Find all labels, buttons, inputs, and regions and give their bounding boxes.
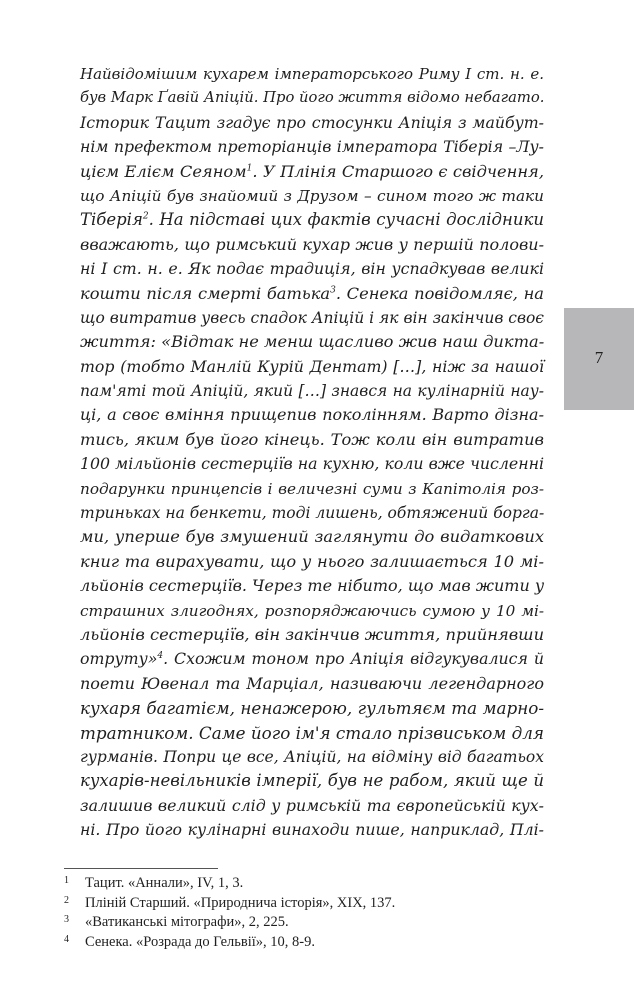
text-segment: ні I ст. н. е. Як подає традиція, він успадкував великі [80, 259, 544, 279]
footnote-number: 2 [64, 894, 69, 906]
text-segment: що витратив увесь спадок Апіцій і як він закінчив своє [80, 308, 544, 327]
footnote [64, 933, 544, 953]
text-segment: льйонів сестерціїв, він закінчив життя, прийнявши [80, 624, 545, 644]
footnote-text: «Ватиканські мітографи», 2, 225. [85, 914, 289, 930]
text-segment: поети Ювенал та Марціал, називаючи легендарного [80, 673, 544, 693]
footnote-ref: 4 [157, 651, 164, 662]
text-line [80, 184, 544, 208]
text-line [80, 623, 544, 647]
text-line [80, 257, 544, 281]
text-segment: страшних злигоднях, розпоряджаючись сумою у 10 мі- [80, 601, 544, 620]
text-line [80, 599, 544, 623]
text-line [80, 62, 544, 86]
text-segment: книг та вирахувати, що у нього залишається 10 мі- [80, 551, 544, 571]
text-line [80, 111, 544, 135]
text-line [80, 477, 544, 501]
text-line [80, 550, 544, 574]
footnote-divider [64, 868, 218, 869]
footnote-ref: 1 [246, 163, 253, 174]
text-segment: . Сенека повідомляє, на [335, 283, 544, 303]
text-segment: гурманів. Попри це все, Апіцій, на відміну від багатьох [80, 747, 544, 766]
text-line [80, 282, 544, 306]
text-segment: був Марк Ґавій Апіцій. Про його життя відомо небагато. [80, 89, 545, 107]
text-segment: . Схожим тоном про Апіція відгукувалися й [163, 649, 544, 669]
page-number: 7 [594, 348, 604, 367]
text-segment: ми, уперше був змушений заглянути до видаткових [80, 527, 544, 547]
text-line [80, 160, 544, 184]
text-segment: кухарів-невільників імперії, був не рабом, який ще й [80, 771, 544, 791]
footnote-ref: 3 [330, 285, 336, 296]
text-segment: подарунки принцепсів і величезні суми з Капітолія роз- [80, 479, 544, 498]
text-segment: триньках на бенкети, тоді лишень, обтяжений борга- [80, 504, 545, 523]
text-line [80, 452, 544, 476]
text-line [80, 135, 544, 159]
text-line [80, 403, 544, 427]
main-text [80, 62, 544, 843]
text-line [80, 696, 544, 720]
footnote [64, 874, 544, 894]
text-line [80, 574, 544, 598]
footnote [64, 894, 544, 914]
text-line [80, 818, 544, 842]
text-line [80, 306, 544, 330]
text-segment: залишив великий слід у римській та європейській кух- [80, 795, 544, 815]
text-line [80, 428, 544, 452]
text-line [80, 501, 544, 525]
text-line [80, 721, 544, 745]
text-segment: тор (тобто Манлій Курій Дентат) […], ніж за нашої [80, 356, 544, 376]
text-segment: льйонів сестерціїв. Через те нібито, що мав жити у [80, 576, 545, 596]
text-segment: тратником. Саме його ім'я стало прізвиськом для [80, 722, 544, 743]
text-segment: цієм Елієм Сеяном [80, 161, 247, 181]
text-segment: ні. Про його кулінарні винаходи пише, наприклад, Плі- [80, 820, 544, 840]
footnote-number: 1 [64, 875, 69, 886]
text-segment: кошти після смерті батька [80, 283, 331, 303]
text-segment: життя: «Відтак не менш щасливо жив наш дикта- [80, 332, 545, 352]
text-segment: отруту» [80, 649, 158, 669]
footnote-text: Пліній Старший. «Природнича історія», XIX, 137. [85, 894, 396, 911]
text-line [80, 769, 544, 793]
text-line [80, 794, 544, 818]
page-number-tab [564, 308, 634, 410]
text-line [80, 379, 544, 403]
footnote [64, 913, 544, 933]
text-line [80, 86, 544, 110]
text-segment: . У Плінія Старшого є свідчення, [252, 161, 544, 181]
footnote-text: Тацит. «Аннали», IV, 1, 3. [85, 875, 244, 891]
footnotes [64, 874, 544, 952]
text-line [80, 355, 544, 379]
text-segment: що Апіцій був знайомий з Друзом – сином того ж таки [80, 186, 544, 205]
footnote-ref: 2 [142, 211, 149, 222]
text-line [80, 672, 544, 696]
text-segment: Найвідомішим кухарем імператорського Риму I ст. н. е. [80, 65, 544, 83]
text-segment: 100 мільйонів сестерціїв на кухню, коли вже численні [80, 454, 544, 474]
text-segment: кухаря багатієм, ненажерою, гультяєм та марно- [80, 698, 544, 719]
footnote-number: 3 [64, 914, 69, 925]
text-line [80, 525, 544, 549]
text-segment: нім префектом преторіанців імператора Тіберія –Лу- [80, 137, 544, 157]
footnote-text: Сенека. «Розрада до Гельвії», 10, 8-9. [85, 933, 315, 950]
text-line [80, 647, 544, 671]
text-segment: . На підставі цих фактів сучасні дослідники [148, 210, 544, 230]
text-segment: тись, яким був його кінець. Тож коли він витратив [80, 429, 544, 449]
text-segment: Історик Тацит згадує про стосунки Апіція з майбут- [80, 112, 544, 132]
text-line [80, 330, 544, 354]
text-segment: пам'яті той Апіцій, який […] знався на кулінарній нау- [80, 382, 544, 401]
text-line [80, 208, 544, 232]
text-line [80, 745, 544, 769]
text-segment: вважають, що римський кухар жив у першій полови- [80, 234, 544, 254]
footnote-number: 4 [64, 933, 69, 945]
text-segment: Тіберія [80, 210, 143, 230]
text-line [80, 233, 544, 257]
text-segment: ці, а своє вміння прищепив поколінням. Варто дізна- [80, 405, 544, 425]
